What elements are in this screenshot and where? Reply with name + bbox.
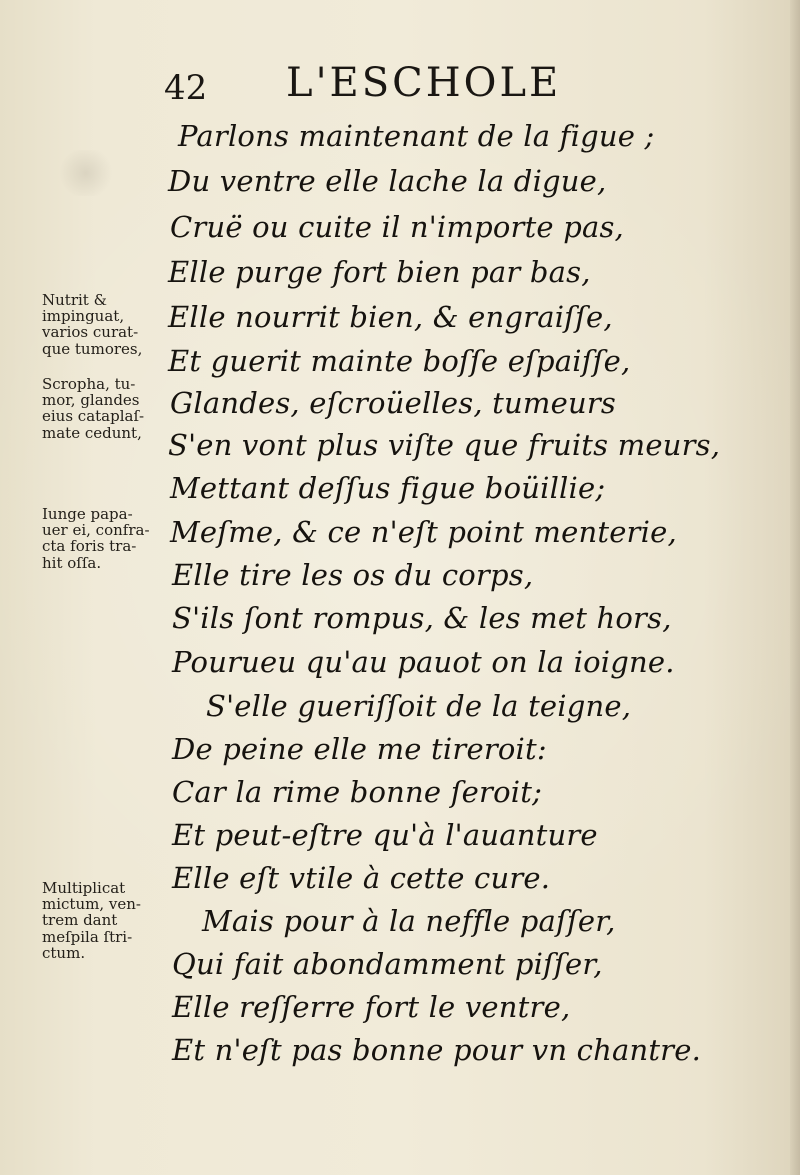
verse-line: Elle tire les os du corps,	[172, 558, 534, 592]
verse-line: Parlons maintenant de la figue ;	[178, 119, 655, 153]
verse-line: Car la rime bonne ſeroit;	[172, 775, 543, 809]
verse-line: Elle nourrit bien, & engraiſſe,	[168, 300, 613, 334]
verse-line: Cruë ou cuite il n'importe pas,	[170, 210, 624, 244]
verse-line: De peine elle me tireroit:	[172, 732, 547, 766]
page-number: 42	[164, 68, 208, 108]
verse-line: Glandes, eſcroüelles, tumeurs	[170, 386, 616, 420]
verse-line: Et n'eſt pas bonne pour vn chantre.	[172, 1033, 702, 1067]
verse-line: Meſme, & ce n'eſt point menterie,	[170, 515, 677, 549]
verse-line: Et peut-eſtre qu'à l'auanture	[172, 818, 598, 852]
marginal-note: Multiplicat mictum, ven- trem dant meſpila ſtri- ctum.	[42, 879, 141, 962]
verse-line: Qui fait abondamment piſſer,	[172, 947, 603, 981]
verse-line: Mais pour à la neffle paſſer,	[202, 904, 616, 938]
running-head: L'ESCHOLE	[286, 60, 562, 106]
marginal-note: Scropha, tu- mor, glandes eius cataplaſ- mate cedunt,	[42, 375, 145, 442]
marginal-note: Nutrit & impinguat, varios curat- que tumores,	[42, 291, 143, 358]
verse-line: Du ventre elle lache la digue,	[168, 164, 607, 198]
ink-smudge	[56, 150, 116, 196]
marginal-note: Iunge papa- uer ei, confra- cta foris tra- hit oſſa.	[42, 505, 150, 572]
verse-line: Pourueu qu'au pauot on la ioigne.	[172, 645, 675, 679]
verse-line: Elle purge fort bien par bas,	[168, 255, 591, 289]
verse-line: S'elle gueriſſoit de la teigne,	[206, 689, 632, 723]
page-header	[160, 60, 640, 110]
verse-line: Elle reſſerre fort le ventre,	[172, 990, 571, 1024]
verse-line: Et guerit mainte boſſe eſpaiſſe,	[168, 344, 631, 378]
verse-line: Mettant deſſus figue boüillie;	[170, 471, 606, 505]
verse-line: Elle eſt vtile à cette cure.	[172, 861, 551, 895]
page-edge-shadow	[790, 0, 800, 1175]
verse-line: S'ils ſont rompus, & les met hors,	[172, 601, 672, 635]
verse-line: S'en vont plus viſte que fruits meurs,	[168, 428, 721, 462]
